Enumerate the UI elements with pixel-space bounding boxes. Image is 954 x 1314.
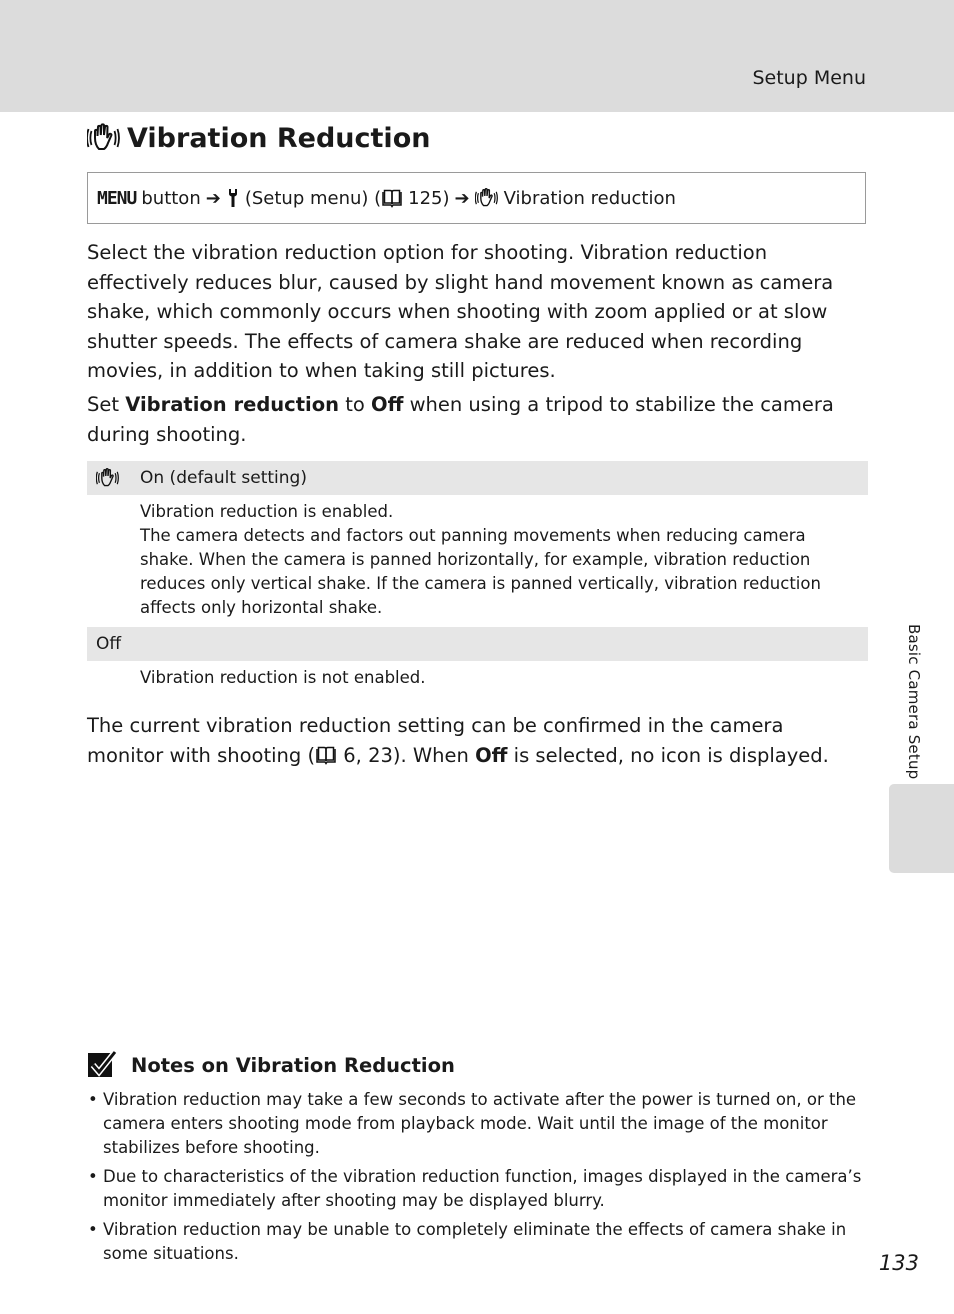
side-tab-label: Basic Camera Setup [905, 624, 923, 780]
navigation-path-box [87, 172, 866, 224]
list-item: • Vibration reduction may be unable to completely eliminate the effects of camera shake in some situations. [87, 1218, 867, 1266]
nav-arrow-icon: ➔ [454, 187, 470, 209]
book-icon [315, 744, 337, 764]
section-label: Setup Menu [752, 67, 866, 89]
vibration-reduction-icon [475, 187, 499, 209]
notes-list [87, 1088, 867, 1271]
book-icon [381, 188, 403, 208]
intro-paragraph: Select the vibration reduction option for shooting. Vibration reduction effectively reduces blur, caused by slight hand movement known as camera shake, which commonly occurs when shooting with zoom applied or at slow shutter speeds. The effects of camera shake are reduced when recording movies, in addition to when taking still pictures. [87, 241, 834, 382]
vibration-reduction-icon [87, 122, 121, 154]
notes-heading [87, 1050, 455, 1080]
option-description-on: Vibration reduction is enabled. The camera detects and factors out panning movements when reducing camera shake. When the camera is panned horizontally, for example, vibration reduction reduces only vertical shake. If the camera is panned vertically, vibration reduction affects only horizontal shake. [140, 502, 821, 617]
page-number: 133 [878, 1251, 919, 1275]
header-band [0, 0, 954, 112]
nav-page-ref: 125) [408, 187, 450, 209]
list-item: • Vibration reduction may take a few seconds to activate after the power is turned on, or the camera enters shooting mode from playback mode. Wait until the image of the monitor stabilizes before shooting. [87, 1088, 867, 1160]
page-title [87, 122, 430, 154]
nav-arrow-icon: ➔ [205, 187, 221, 209]
option-description-off: Vibration reduction is not enabled. [140, 668, 426, 687]
tripod-paragraph: Set Vibration reduction to Off when using a tripod to stabilize the camera during shooting. [87, 393, 834, 446]
check-mark-icon [87, 1050, 117, 1080]
nav-item: Vibration reduction [503, 187, 676, 209]
option-row-on [87, 461, 868, 495]
list-item: • Due to characteristics of the vibration reduction function, images displayed in the camera’s monitor immediately after shooting may be displayed blurry. [87, 1165, 867, 1213]
monitor-paragraph: The current vibration reduction setting can be confirmed in the camera monitor with shooting ( 6, 23). When Off is selected, no icon is displayed. [87, 714, 829, 767]
nav-setup-menu: (Setup menu) ( [244, 187, 382, 209]
menu-button-glyph: MENU [97, 187, 137, 209]
side-tab [889, 784, 954, 873]
vibration-reduction-icon [96, 467, 120, 489]
wrench-icon [226, 188, 240, 208]
option-label: On (default setting) [140, 468, 307, 488]
option-row-off [87, 627, 868, 661]
nav-button-word: button [141, 187, 201, 209]
page-title-text: Vibration Reduction [127, 122, 431, 154]
option-label: Off [96, 634, 122, 654]
notes-title: Notes on Vibration Reduction [131, 1053, 455, 1077]
